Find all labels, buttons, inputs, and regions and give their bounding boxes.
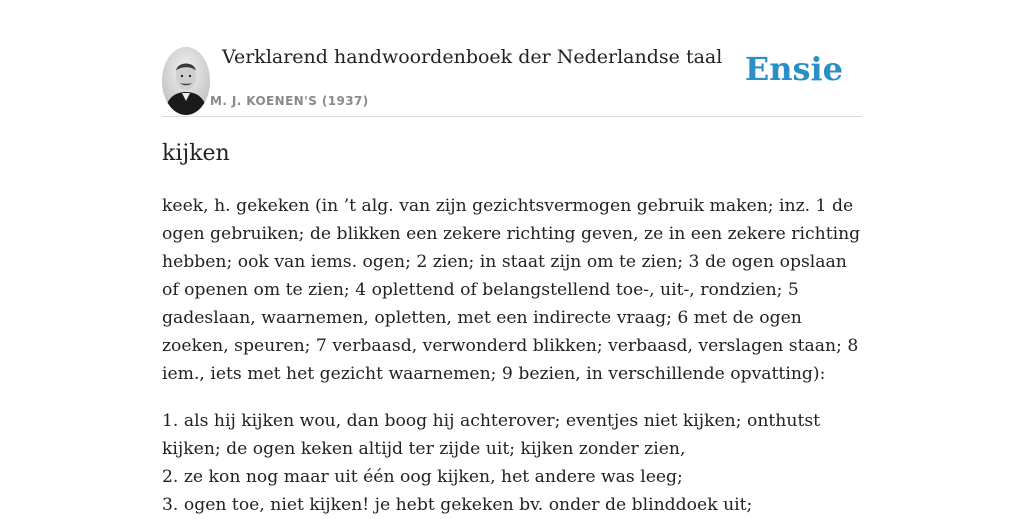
ensie-logo-link[interactable]: Ensie — [744, 50, 843, 88]
example-item: 2. ze kon nog maar uit één oog kijken, het andere was leeg; — [162, 467, 683, 487]
examples-list — [162, 407, 862, 519]
example-item: 1. als hij kijken wou, dan boog hij achterover; eventjes niet kijken; onthutst kijken; de ogen keken altijd ter zijde uit; kijken zonder zien, — [162, 411, 821, 459]
dictionary-title: Verklarend handwoordenboek der Nederlandse taal — [222, 46, 723, 68]
portrait-image — [162, 47, 210, 115]
definition-text: keek, h. gekeken (in ’t alg. van zijn gezichtsvermogen gebruik maken; inz. 1 de ogen gebruiken; de blikken een zekere richting geven, ze in een zekere richting hebben; ook van iems. ogen; 2 zien; in staat zijn om te zien; 3 de ogen opslaan of openen om te zien; 4 oplettend of belangstellend toe-, uit-, rondzien; 5 gadeslaan, waarnemen, opletten, met een indirecte vraag; 6 met de ogen zoeken, speuren; 7 verbaasd, verwonderd blikken; verbaasd, verslagen staan; 8 iem., iets met het gezicht waarnemen; 9 bezien, in verschillende opvatting): — [162, 196, 861, 384]
dictionary-subtitle: M. J. KOENEN'S (1937) — [210, 94, 369, 108]
example-item: 3. ogen toe, niet kijken! je hebt gekeken bv. onder de blinddoek uit; — [162, 495, 753, 515]
header — [162, 0, 862, 117]
author-portrait — [162, 47, 210, 115]
page — [162, 0, 862, 515]
headword: kijken — [162, 141, 230, 166]
